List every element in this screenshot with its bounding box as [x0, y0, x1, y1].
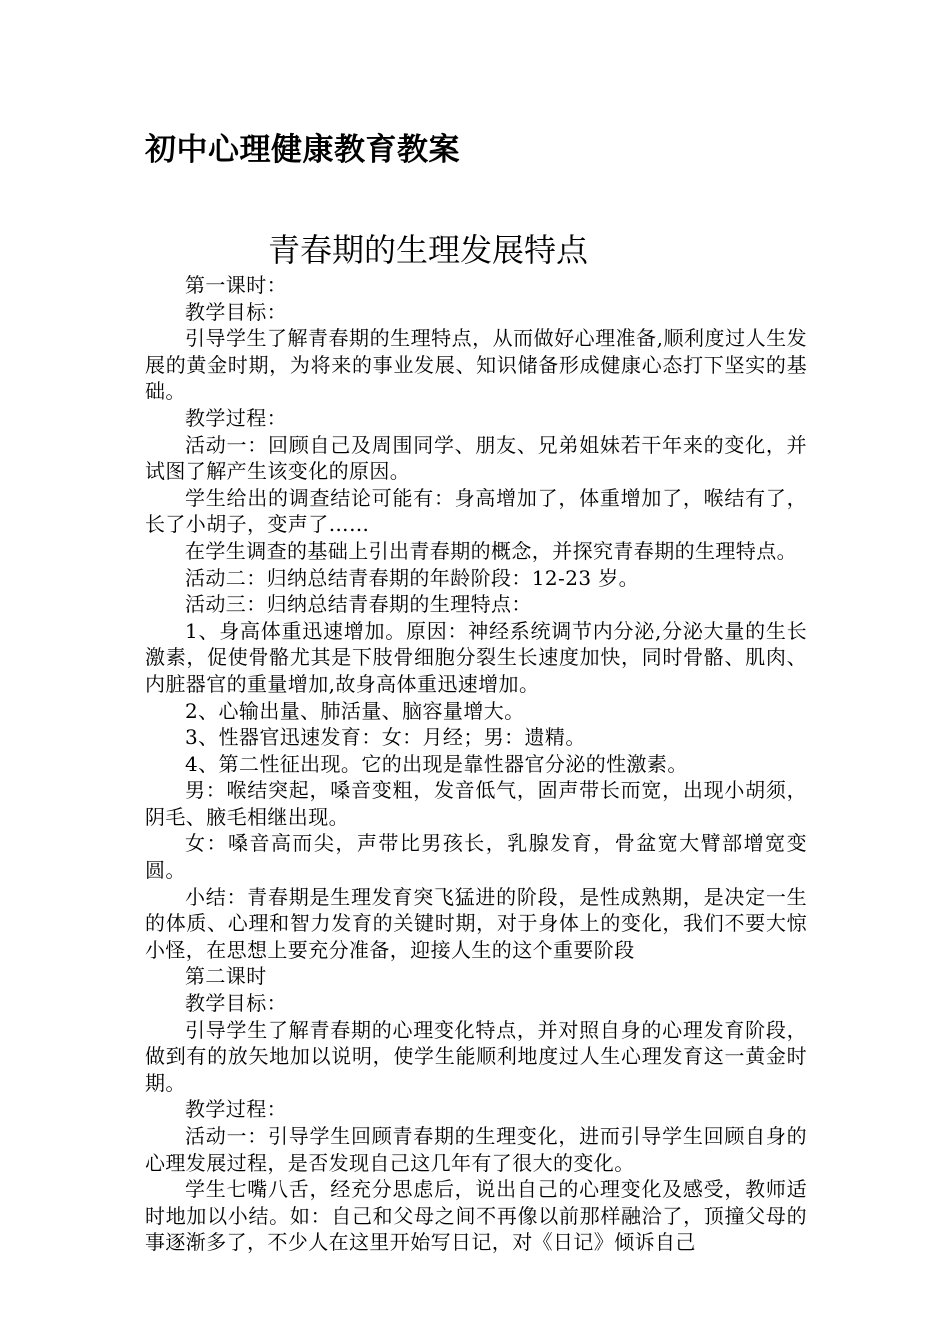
paragraph-objectives-heading: 教学目标： — [185, 991, 287, 1016]
paragraph: 活动一：回顾自己及周围同学、朋友、兄弟姐妹若干年来的变化，并试图了解产生该变化的原因。 — [145, 432, 807, 484]
paragraph: 活动三：归纳总结青春期的生理特点： — [185, 592, 532, 617]
paragraph: 女：嗓音高而尖，声带比男孩长，乳腺发育，骨盆宽大臂部增宽变圆。 — [145, 831, 807, 883]
paragraph: 引导学生了解青春期的心理变化特点，并对照自身的心理发育阶段，做到有的放矢地加以说明，使学生能顺利地度过人生心理发育这一黄金时期。 — [145, 1017, 807, 1095]
paragraph: 学生给出的调查结论可能有：身高增加了，体重增加了，喉结有了，长了小胡子，变声了…… — [145, 485, 807, 537]
paragraph: 2、心输出量、肺活量、脑容量增大。 — [185, 698, 525, 723]
document-title: 初中心理健康教育教案 — [145, 132, 460, 168]
paragraph-process-heading: 教学过程： — [185, 1097, 287, 1122]
paragraph: 4、第二性征出现。它的出现是靠性器官分泌的性激素。 — [185, 751, 688, 776]
lesson-content — [145, 272, 807, 1256]
paragraph: 活动二：归纳总结青春期的年龄阶段：12-23 岁。 — [185, 565, 640, 590]
paragraph-summary: 小结：青春期是生理发育突飞猛进的阶段，是性成熟期，是决定一生的体质、心理和智力发育的关键时期，对于身体上的变化，我们不要大惊小怪，在思想上要充分准备，迎接人生的这个重要阶段 — [145, 884, 807, 962]
paragraph: 引导学生了解青春期的生理特点，从而做好心理准备,顺利度过人生发展的黄金时期，为将来的事业发展、知识储备形成健康心态打下坚实的基础。 — [145, 326, 807, 404]
lesson-title: 青春期的生理发展特点 — [268, 231, 589, 269]
paragraph: 3、性器官迅速发育：女：月经；男：遗精。 — [185, 725, 586, 750]
paragraph: 学生七嘴八舌，经充分思虑后，说出自己的心理变化及感受，教师适时地加以小结。如：自己和父母之间不再像以前那样融洽了，顶撞父母的事逐渐多了，不少人在这里开始写日记，对《日记》倾诉自己 — [145, 1177, 807, 1255]
paragraph-lesson-2-heading: 第二课时 — [185, 964, 267, 989]
paragraph: 男：喉结突起，嗓音变粗，发音低气，固声带长而宽，出现小胡须，阴毛、腋毛相继出现。 — [145, 778, 807, 829]
paragraph-objectives-heading: 教学目标： — [185, 299, 287, 324]
paragraph: 在学生调查的基础上引出青春期的概念，并探究青春期的生理特点。 — [185, 538, 797, 563]
paragraph-lesson-1-heading: 第一课时： — [185, 273, 287, 297]
paragraph: 1、身高体重迅速增加。原因：神经系统调节内分泌,分泌大量的生长激素，促使骨骼尤其是下肢骨细胞分裂生长速度加快，同时骨骼、肌肉、内脏器官的重量增加,故身高体重迅速增加。 — [145, 618, 807, 696]
paragraph-process-heading: 教学过程： — [185, 405, 287, 430]
paragraph: 活动一：引导学生回顾青春期的生理变化，进而引导学生回顾自身的心理发展过程，是否发现自己这几年有了很大的变化。 — [145, 1124, 807, 1175]
